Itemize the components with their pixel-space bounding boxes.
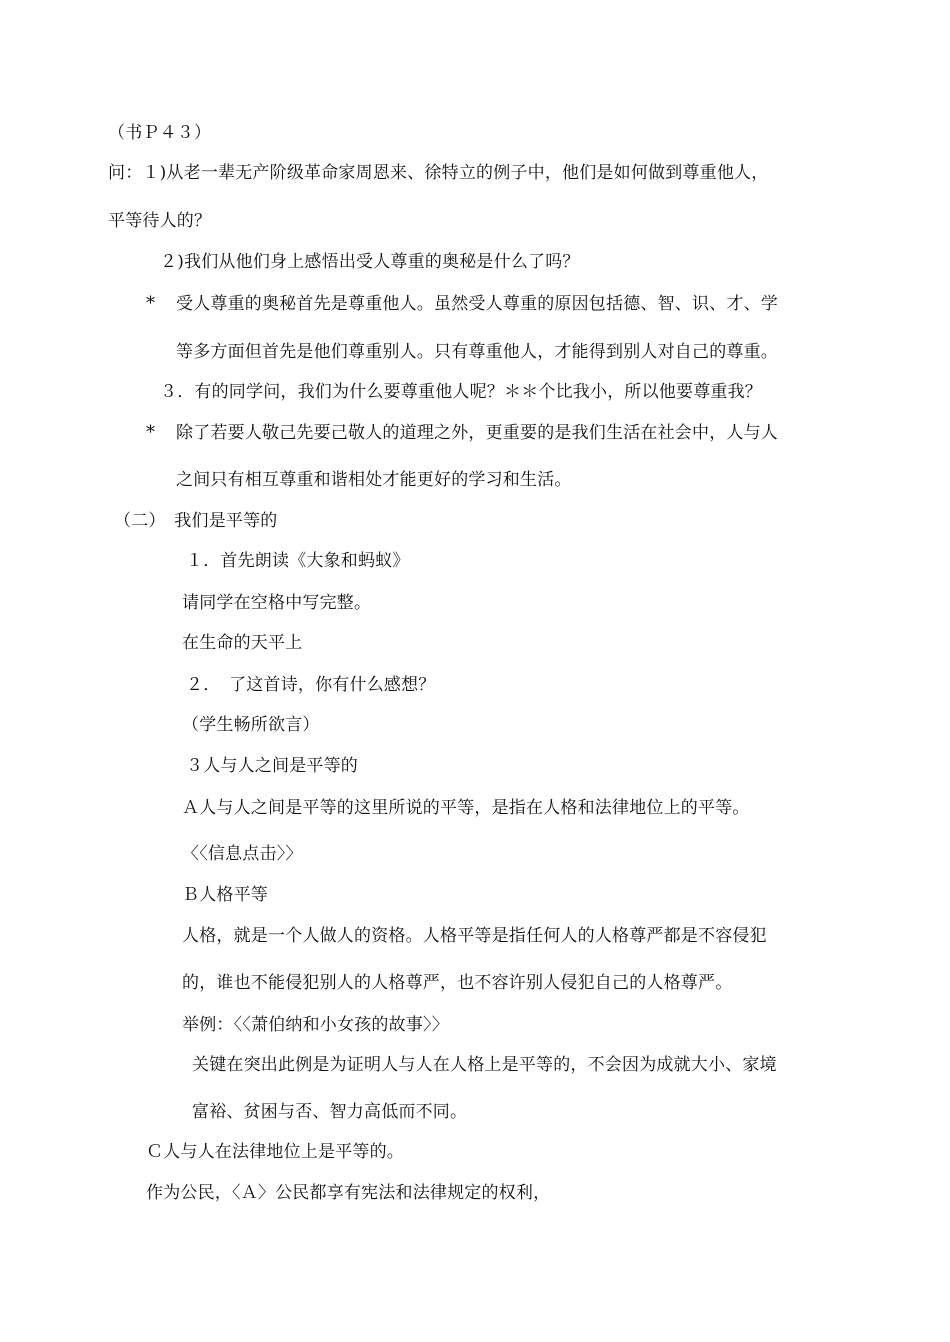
text-line: １．首先朗读《大象和蚂蚁》 (186, 551, 410, 571)
text-line: 关键在突出此例是为证明人与人在人格上是平等的，不会因为成就大小、家境 (192, 1055, 777, 1075)
text-line: ３人与人之间是平等的 (186, 756, 358, 776)
text-line: 问：１)从老一辈无产阶级革命家周恩来、徐特立的例子中，他们是如何做到尊重他人， (108, 163, 769, 183)
text-line: ３．有的同学问，我们为什么要尊重他人呢？＊＊个比我小，所以他要尊重我？ (160, 382, 762, 402)
text-line: 请同学在空格中写完整。 (182, 593, 372, 613)
bullet-marker: * (146, 422, 155, 443)
text-line: 〈〈信息点击〉〉 (182, 844, 303, 864)
text-line: 富裕、贫困与否、智力高低而不同。 (192, 1102, 468, 1122)
text-line: （学生畅所欲言） (182, 715, 320, 735)
text-line: ２)我们从他们身上感悟出受人尊重的奥秘是什么了吗？ (160, 252, 580, 272)
text-line: 举例：〈〈萧伯纳和小女孩的故事〉〉 (182, 1015, 449, 1035)
text-line: ２． 了这首诗，你有什么感想？ (186, 675, 436, 695)
text-line: 之间只有相互尊重和谐相处才能更好的学习和生活。 (176, 470, 572, 490)
section-heading: （二） 我们是平等的 (114, 511, 278, 531)
text-line: 平等待人的？ (108, 211, 212, 231)
text-line: 作为公民，〈Ａ〉公民都享有宪法和法律规定的权利， (146, 1183, 551, 1203)
text-line: 等多方面但首先是他们尊重别人。只有尊重他人，才能得到别人对自己的尊重。 (176, 342, 778, 362)
text-line: 的，谁也不能侵犯别人的人格尊严，也不容许别人侵犯自己的人格尊严。 (182, 973, 733, 993)
text-line: Ｂ人格平等 (182, 885, 268, 905)
text-line: 除了若要人敬己先要己敬人的道理之外，更重要的是我们生活在社会中，人与人 (176, 423, 778, 443)
text-line: 人格，就是一个人做人的资格。人格平等是指任何人的人格尊严都是不容侵犯 (182, 926, 767, 946)
text-line: 在生命的天平上 (182, 633, 303, 653)
bullet-marker: * (146, 293, 155, 314)
text-line: 受人尊重的奥秘首先是尊重他人。虽然受人尊重的原因包括德、智、识、才、学 (176, 294, 778, 314)
text-line: Ａ人与人之间是平等的这里所说的平等，是指在人格和法律地位上的平等。 (182, 798, 750, 818)
text-line: （书Ｐ４３） (108, 123, 212, 143)
text-line: Ｃ人与人在法律地位上是平等的。 (146, 1142, 404, 1162)
